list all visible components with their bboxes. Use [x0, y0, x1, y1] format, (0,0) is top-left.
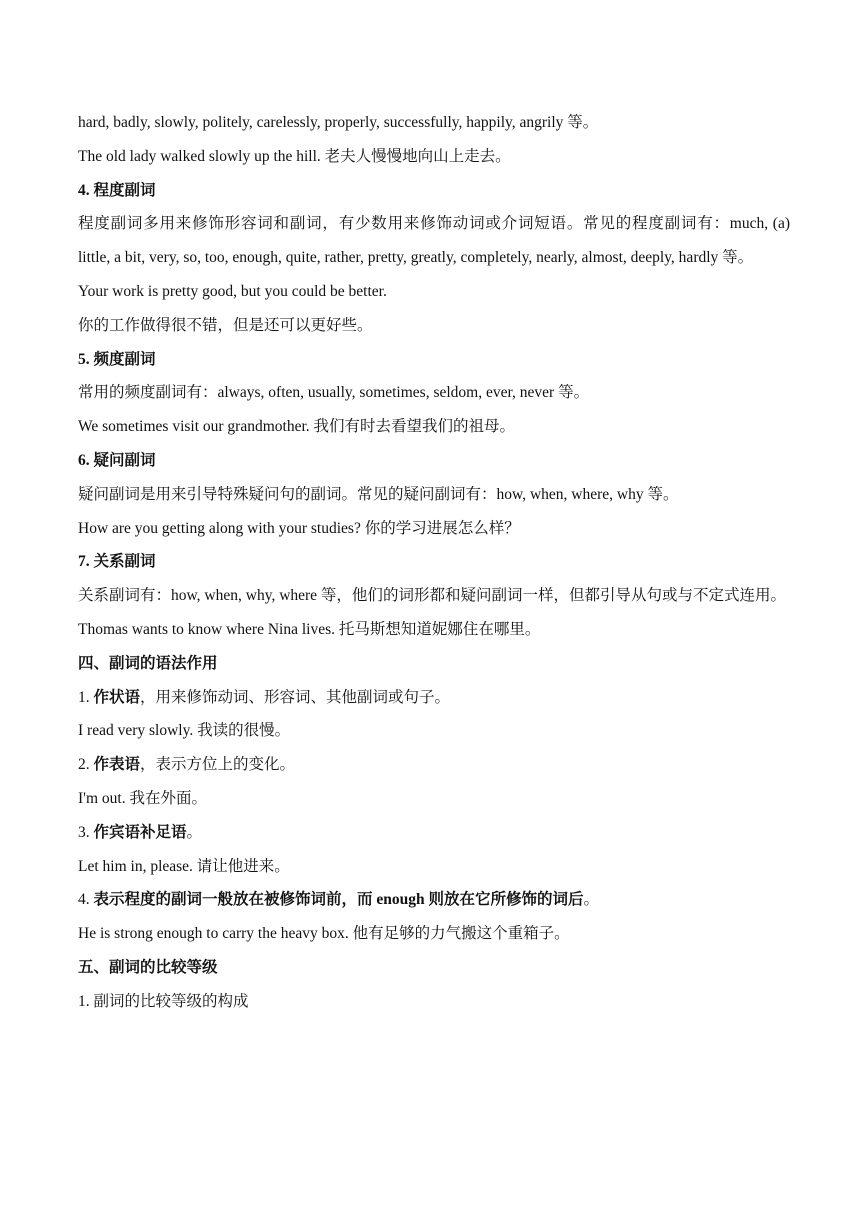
heading-interrogative-adverbs: 6. 疑问副词	[78, 451, 156, 469]
paragraph-relative-adverbs: 关系副词有：how, when, why, where 等，他们的词形都和疑问副词一样，但都引导从句或与不定式连用。	[78, 587, 786, 605]
paragraph-degree-adverbs: 程度副词多用来修饰形容词和副词，有少数用来修饰动词或介词短语。常见的程度副词有：much, (a) little, a bit, very, so, too, enough, quite, rather, pretty, greatly, completely, nearly, almost, deeply, hardly 等。	[78, 215, 790, 267]
heading-relative-adverbs: 7. 关系副词	[78, 553, 156, 571]
example-translation: 你的工作做得很不错，但是还可以更好些。	[78, 316, 373, 334]
subheading-comparison-formation: 1. 副词的比较等级的构成	[78, 992, 249, 1010]
rule-predicative	[78, 748, 790, 782]
rule-adverbial	[78, 681, 790, 715]
section-heading-grammar-roles: 四、副词的语法作用	[78, 654, 218, 672]
rule-text: ，表示方位上的变化。	[140, 756, 296, 774]
paragraph-frequency-adverbs: 常用的频度副词有：always, often, usually, sometimes, seldom, ever, never 等。	[78, 384, 590, 402]
rule-number: 1.	[78, 688, 94, 706]
rule-number: 4.	[78, 891, 94, 909]
rule-text: ，用来修饰动词、形容词、其他副词或句子。	[140, 688, 451, 706]
example-sentence: Let him in, please. 请让他进来。	[78, 857, 290, 875]
example-sentence: Your work is pretty good, but you could be better.	[78, 282, 387, 300]
heading-degree-adverbs: 4. 程度副词	[78, 181, 156, 199]
rule-title: 作宾语补足语	[93, 823, 187, 841]
rule-title: 表示程度的副词一般放在被修饰词前，而 enough 则放在它所修饰的词后	[93, 891, 584, 909]
example-sentence: We sometimes visit our grandmother. 我们有时去看望我们的祖母。	[78, 418, 516, 436]
rule-title: 作状语	[93, 688, 141, 706]
rule-number: 3.	[78, 823, 94, 841]
rule-text: 。	[186, 823, 203, 841]
example-sentence: The old lady walked slowly up the hill. 老夫人慢慢地向山上走去。	[78, 147, 511, 165]
example-sentence: How are you getting along with your studies? 你的学习进展怎么样？	[78, 519, 520, 537]
section-heading-comparison: 五、副词的比较等级	[78, 958, 218, 976]
rule-title: 作表语	[93, 756, 141, 774]
example-sentence: I'm out. 我在外面。	[78, 789, 207, 807]
example-sentence: He is strong enough to carry the heavy box. 他有足够的力气搬这个重箱子。	[78, 925, 570, 943]
rule-number: 2.	[78, 756, 94, 774]
rule-degree-position	[78, 883, 790, 917]
paragraph-manner-adverbs-list: hard, badly, slowly, politely, carelessly, properly, successfully, happily, angrily 等。	[78, 114, 599, 131]
heading-frequency-adverbs: 5. 频度副词	[78, 350, 156, 368]
document-page	[78, 106, 790, 1019]
example-sentence: Thomas wants to know where Nina lives. 托马斯想知道妮娜住在哪里。	[78, 620, 541, 638]
rule-text: 。	[583, 891, 600, 909]
example-sentence: I read very slowly. 我读的很慢。	[78, 722, 291, 740]
rule-object-complement	[78, 816, 790, 850]
paragraph-interrogative-adverbs: 疑问副词是用来引导特殊疑问句的副词。常见的疑问副词有：how, when, where, why 等。	[78, 485, 679, 503]
